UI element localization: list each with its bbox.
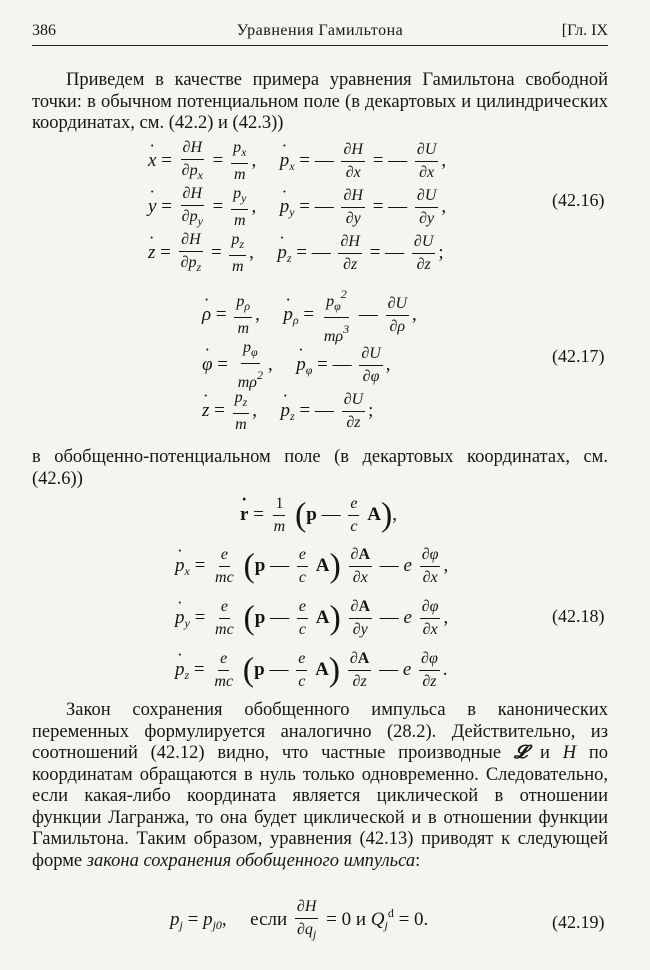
equation-number-42-17: (42.17)	[552, 346, 605, 366]
equation-py-generalized: ˙ $p_y$ = $\frac{e}{mc}$ (p — $\frac{e}{c}$ A) $\frac{\partial A}{\partial y}$ — e $\frac{\partial\varphi}{\partial x}$ ,	[175, 597, 448, 640]
equation-momentum-conservation: $p_j = p_{j0}$, если $\frac{\partial H}{\partial q_j}$ = 0 и $Q_j^d = 0$.	[170, 898, 429, 941]
equation-pz-generalized: ˙ $p_z$ = $\frac{e}{mc}$ (p — $\frac{e}{c}$ A) $\frac{\partial A}{\partial z}$ — e $\frac{\partial\varphi}{\partial z}$ .	[175, 649, 448, 692]
conservation-paragraph: Закон сохранения обобщенного импульса в канонических переменных формулируется аналогично (28.2). Действительно, из соотношений (42.12) видно, что частные производные 𝓛 и H по координатам обращаются в нуль только одновременно. Следовательно, если какая-либо координата является циклической в отношении функции Лагранжа, то она будет циклической и в отношении функции Гамильтона. Таким образом, уравнения (42.13) приводят к следующей форме закона сохранения обобщенного импульса:	[32, 700, 608, 871]
equation-z-cartesian: ˙ z = $\frac{\partial H}{\partial p_z}$ = $\frac{p_z}{m}$ , ˙ $p_z$ = — $\frac{\partial H}{\partial z}$ = — $\frac{\partial U}{\partial z}$ ;	[148, 230, 444, 277]
equation-px-generalized: ˙ $p_x$ = $\frac{e}{mc}$ (p — $\frac{e}{c}$ A) $\frac{\partial A}{\partial x}$ — e $\frac{\partial\varphi}{\partial x}$ ,	[175, 545, 448, 588]
equation-rho-cylindrical: ˙ ρ = $\frac{p_\rho}{m}$ , ˙ $p_\rho$ = $\frac{p_\varphi^2}{m\rho^3}$ — $\frac{\partial U}{\partial\rho}$ ,	[202, 284, 417, 347]
equation-y-cartesian: ˙ y = $\frac{\partial H}{\partial p_y}$ = $\frac{p_y}{m}$ , ˙ $p_y$ = — $\frac{\partial H}{\partial y}$ = — $\frac{\partial U}{\partial y}$ ,	[148, 184, 446, 231]
equation-phi-cylindrical: ˙ φ = $\frac{p_\varphi}{m\rho^2}$ , ˙ $p_\varphi$ = — $\frac{\partial U}{\partial\varphi}$ ,	[202, 338, 391, 393]
header-rule	[32, 45, 608, 46]
equation-r-generalized: ˙ r = $\frac{1}{m}$ (p — $\frac{e}{c}$ A),	[240, 494, 397, 537]
equation-number-42-19: (42.19)	[552, 912, 605, 932]
equation-x-cartesian: ˙ x = $\frac{\partial H}{\partial p_x}$ = $\frac{p_x}{m}$ , ˙ $p_x$ = — $\frac{\partial H}{\partial x}$ = — $\frac{\partial U}{\partial x}$ ,	[148, 138, 446, 185]
equation-number-42-16: (42.16)	[552, 190, 605, 210]
intro-paragraph: Приведем в качестве примера уравнения Гамильтона свободной точки: в обычном потенциальном поле (в декартовых и цилиндрических координатах, см. (42.2) и (42.3))	[32, 70, 608, 133]
running-title: Уравнения Гамильтона	[236, 22, 404, 39]
generalized-potential-paragraph: в обобщенно-потенциальном поле (в декартовых координатах, см. (42.6))	[32, 447, 608, 489]
equation-z-cylindrical: ˙ z = $\frac{p_z}{m}$ , ˙ $p_z$ = — $\frac{\partial U}{\partial z}$ ;	[202, 388, 373, 435]
running-header	[32, 22, 608, 46]
equation-number-42-18: (42.18)	[552, 606, 605, 626]
chapter-label: [Гл. IX	[561, 22, 608, 39]
page-number: 386	[32, 22, 56, 39]
